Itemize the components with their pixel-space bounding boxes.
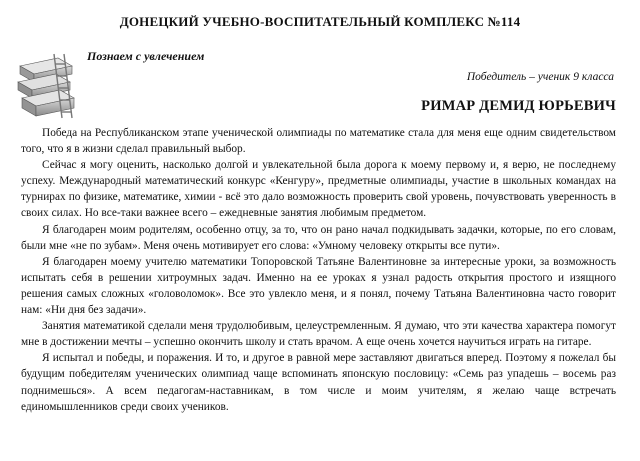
- paragraph: Я испытал и победы, и поражения. И то, и другое в равной мере заставляют двигаться вперед. Поэтому я пожелал бы будущим победителям ученических олимпиад чаще вспоминать японскую пословицу: «Семь раз упадешь – восемь раз поднимешься». А всем педагогам-наставникам, в том числе и моим учителям, я желаю чаще встречать единомышленников среди своих учеников.: [21, 352, 616, 413]
- paragraph: Занятия математикой сделали меня трудолюбивым, целеустремленным. Я думаю, что эти качества характера помогут мне в достижении мечты – успешно окончить школу и стать врачом. А еще очень хочется научиться играть на гитаре.: [21, 320, 616, 349]
- paragraph: Победа на Республиканском этапе ученической олимпиады по математике стала для меня еще одним свидетельством того, что я в жизни сделал правильный выбор.: [21, 127, 616, 156]
- paragraph: Сейчас я могу оценить, насколько долгой и увлекательной была дорога к моему первому и, я верю, не последнему успеху. Международный математический конкурс «Кенгуру», предметные олимпиады, участие в школьных командах на турнирах по физике, математике, химии - всё это дало возможность проверить свой уровень, почувствовать уверенность в своих силах. Но все-таки важнее всего – ежедневные занятия любимым предметом.: [21, 159, 616, 220]
- author-name: РИМАР ДЕМИД ЮРЬЕВИЧ: [421, 98, 616, 114]
- paragraph: Я благодарен моим родителям, особенно отцу, за то, что он рано начал подкидывать задачки, которые, по его словам, были мне «не по зубам». Меня очень мотивирует его слова: «Умному человеку открыты все пути».: [21, 223, 616, 252]
- paragraph: Я благодарен моему учителю математики Топоровской Татьяне Валентиновне за интересные уроки, за возможность испытать себя в решении хитроумных задач. Именно на ее уроках я узнал радость открытия простого и изящного решения самых сложных «головоломок». Все это увлекло меня, и я понял, почему Татьяна Валентиновна часто говорит нам: «Ни дня без задачи».: [21, 255, 616, 317]
- article-body: [21, 125, 616, 415]
- winner-note: Победитель – ученик 9 класса: [466, 71, 614, 83]
- school-title: ДОНЕЦКИЙ УЧЕБНО-ВОСПИТАТЕЛЬНЫЙ КОМПЛЕКС №114: [119, 14, 521, 29]
- slogan: Познаем с увлечением: [87, 49, 205, 63]
- books-stack-icon: [14, 52, 84, 122]
